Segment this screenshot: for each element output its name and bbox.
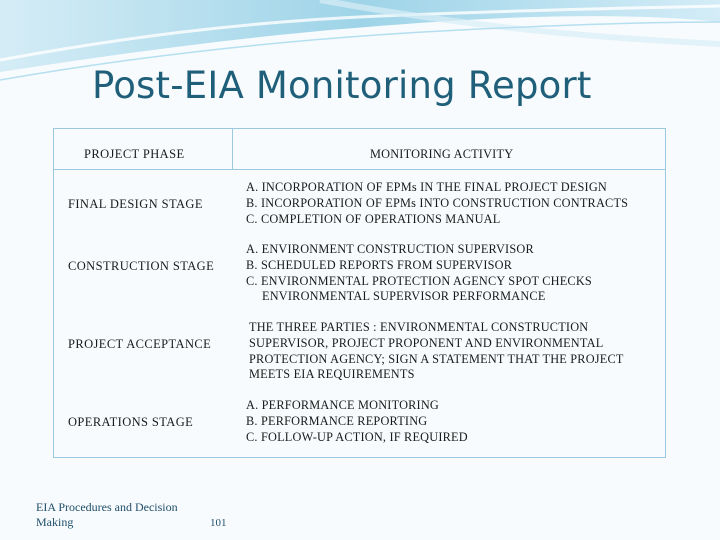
header-monitoring-activity: MONITORING ACTIVITY (370, 147, 514, 161)
header-divider (232, 129, 233, 169)
page-number: 101 (210, 517, 227, 529)
activity-line: C. COMPLETION OF OPERATIONS MANUAL (246, 211, 501, 226)
activity-line: THE THREE PARTIES : ENVIRONMENTAL CONSTRUCTION (249, 320, 589, 334)
activity-line: SUPERVISOR, PROJECT PROPONENT AND ENVIRONMENTAL (249, 335, 604, 350)
activity-line: A. ENVIRONMENT CONSTRUCTION SUPERVISOR (246, 242, 534, 256)
phase-project-acceptance: PROJECT ACCEPTANCE (68, 337, 212, 351)
header-project-phase: PROJECT PHASE (84, 147, 185, 161)
page-title: Post-EIA Monitoring Report (92, 64, 592, 107)
monitoring-table (53, 128, 666, 458)
activity-line: A. PERFORMANCE MONITORING (246, 398, 440, 412)
activity-line: B. PERFORMANCE REPORTING (246, 413, 428, 428)
activity-line: ENVIRONMENTAL SUPERVISOR PERFORMANCE (262, 289, 546, 304)
activity-line: C. FOLLOW-UP ACTION, IF REQUIRED (246, 429, 468, 444)
activity-line: C. ENVIRONMENTAL PROTECTION AGENCY SPOT CHECKS (246, 273, 592, 288)
activity-operations (246, 398, 468, 445)
footer-caption: EIA Procedures and Decision Making (36, 500, 178, 529)
phase-operations: OPERATIONS STAGE (68, 415, 194, 429)
phase-construction: CONSTRUCTION STAGE (68, 259, 215, 273)
header-rule (54, 169, 665, 170)
activity-line: PROTECTION AGENCY; SIGN A STATEMENT THAT THE PROJECT (249, 351, 624, 366)
phase-final-design: FINAL DESIGN STAGE (68, 197, 203, 211)
activity-construction (246, 242, 592, 305)
activity-project-acceptance (249, 320, 624, 383)
activity-final-design (246, 180, 628, 227)
activity-line: MEETS EIA REQUIREMENTS (249, 367, 415, 382)
activity-line: B. INCORPORATION OF EPMs INTO CONSTRUCTION CONTRACTS (246, 195, 629, 210)
activity-line: B. SCHEDULED REPORTS FROM SUPERVISOR (246, 257, 513, 272)
activity-line: A. INCORPORATION OF EPMs IN THE FINAL PROJECT DESIGN (246, 180, 608, 194)
